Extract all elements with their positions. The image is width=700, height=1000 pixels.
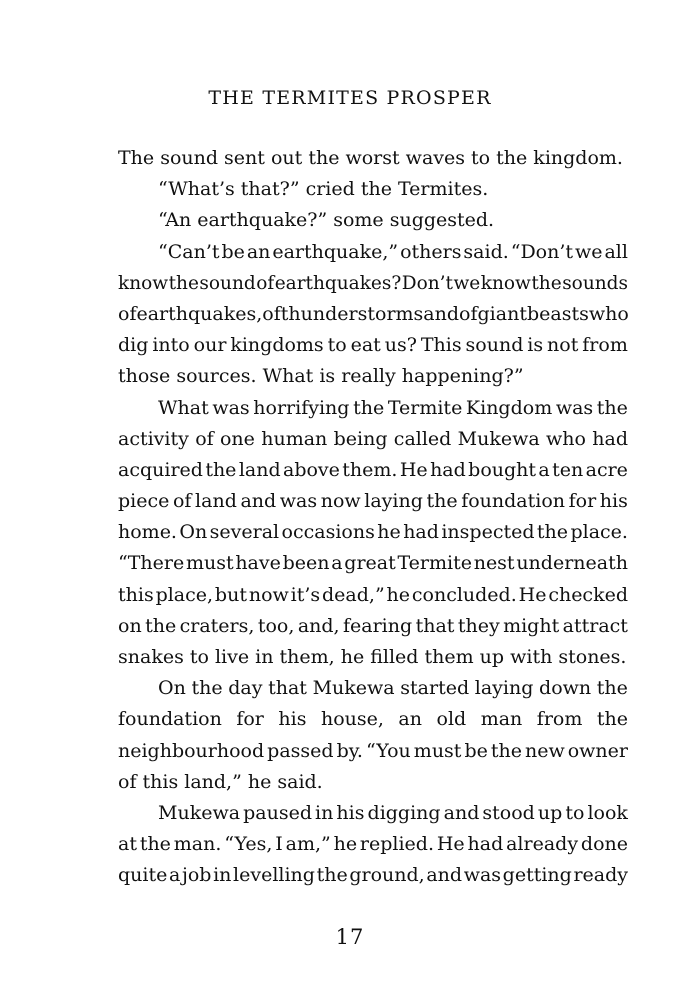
text-line: of this land,” he said. <box>118 770 323 793</box>
word: This <box>420 334 462 357</box>
word: the <box>596 396 628 419</box>
word: He <box>436 833 465 856</box>
text-line <box>118 517 628 548</box>
word: is <box>527 334 544 357</box>
word: of <box>459 302 478 325</box>
word: that <box>415 614 455 637</box>
word: now <box>320 490 361 513</box>
word: dig <box>118 334 149 357</box>
running-head: THE TERMITES PROSPER <box>208 87 492 109</box>
word: sounds <box>562 272 628 294</box>
word: he <box>333 833 358 856</box>
word: dead,” <box>322 583 385 606</box>
word: Mukewa <box>158 801 241 824</box>
word: man. <box>173 833 222 856</box>
text-line <box>118 237 628 268</box>
word: foundation <box>461 490 566 513</box>
word: of <box>262 302 281 325</box>
word: who <box>588 302 629 325</box>
text-line <box>118 268 628 299</box>
word: Don’t <box>401 272 453 294</box>
word: the <box>596 708 628 731</box>
word: activity <box>118 427 189 450</box>
word: bought <box>468 458 537 481</box>
word: know <box>480 272 531 294</box>
word: earthquakes? <box>274 272 402 294</box>
word: up <box>537 801 563 824</box>
body-text <box>118 143 628 892</box>
word: “There <box>118 552 185 575</box>
word: be <box>464 739 488 762</box>
word: thunderstorms <box>280 302 424 325</box>
word: now <box>248 583 289 606</box>
word: of <box>256 272 275 294</box>
text-line <box>118 736 628 767</box>
word: “Don’t <box>510 240 574 263</box>
word: On <box>158 677 186 700</box>
word: he <box>386 583 411 606</box>
word: ready <box>573 864 628 887</box>
word: from <box>582 334 628 357</box>
word: of <box>195 427 214 450</box>
word: his <box>336 801 365 824</box>
word: and, <box>297 614 340 637</box>
word: am,” <box>285 833 331 856</box>
word: job <box>181 864 212 887</box>
word: ground, <box>349 864 425 887</box>
word: must <box>413 739 462 762</box>
word: be <box>221 240 245 263</box>
word: had <box>592 427 628 450</box>
word: replied. <box>359 833 434 856</box>
word: sound <box>465 334 524 357</box>
word: acre <box>585 458 628 481</box>
word: others <box>400 240 462 263</box>
word: the <box>316 864 348 887</box>
text-line: “An earthquake?” some suggested. <box>158 209 495 232</box>
word: was <box>463 864 502 887</box>
word: know <box>118 272 169 294</box>
word: owner <box>567 739 628 762</box>
text-line <box>118 424 628 455</box>
word: Mukewa <box>457 427 540 450</box>
word: look <box>587 801 628 824</box>
text-line: “What’s that?” cried the Termites. <box>158 178 489 201</box>
text-line <box>118 798 628 829</box>
word: house, <box>320 708 384 731</box>
text-line <box>118 860 628 891</box>
word: a <box>331 552 343 575</box>
word: must <box>185 552 234 575</box>
word: and <box>443 801 480 824</box>
word: earthquakes, <box>136 302 263 325</box>
word: we <box>575 240 603 263</box>
word: one <box>219 427 255 450</box>
word: the <box>536 521 569 544</box>
word: concluded. <box>411 583 517 606</box>
word: into <box>152 334 190 357</box>
word: for <box>568 490 597 513</box>
word: us? <box>384 334 417 357</box>
word: the <box>145 614 177 637</box>
word: and <box>423 302 460 325</box>
text-line: those sources. What is really happening?” <box>118 365 524 388</box>
word: Mukewa <box>312 677 395 700</box>
word: them. <box>342 458 398 481</box>
word: called <box>393 427 452 450</box>
word: laying <box>474 677 534 700</box>
word: his <box>278 708 307 731</box>
word: land <box>195 490 237 513</box>
word: old <box>436 708 467 731</box>
word: sound <box>199 272 256 294</box>
word: levelling <box>233 864 315 887</box>
word: they <box>457 614 500 637</box>
page-number: 17 <box>335 925 365 949</box>
word: the <box>490 739 522 762</box>
word: the <box>139 833 171 856</box>
word: but <box>214 583 247 606</box>
word: was <box>212 396 250 419</box>
word: he <box>377 521 401 544</box>
word: Termite <box>397 552 472 575</box>
word: the <box>191 677 223 700</box>
word: all <box>604 240 628 263</box>
text-line <box>118 611 628 642</box>
word: an <box>246 240 271 263</box>
word: nest <box>473 552 515 575</box>
text-line <box>118 330 628 361</box>
word: too, <box>257 614 295 637</box>
word: fearing <box>343 614 413 637</box>
word: laying <box>364 490 423 513</box>
word: was <box>279 490 318 513</box>
word: already <box>506 833 579 856</box>
word: was <box>555 396 594 419</box>
word: not <box>547 334 579 357</box>
word: I <box>275 833 283 856</box>
word: our <box>193 334 227 357</box>
word: place, <box>155 583 214 606</box>
word: “Yes, <box>224 833 273 856</box>
word: the <box>205 458 237 481</box>
word: an <box>398 708 422 731</box>
word: had <box>467 833 504 856</box>
word: passed <box>267 739 334 762</box>
word: place. <box>570 521 628 544</box>
word: the <box>168 272 199 294</box>
word: at <box>118 833 137 856</box>
word: on <box>118 614 142 637</box>
text-line: snakes to live in them, he filled them up with stones. <box>118 646 627 668</box>
text-line <box>118 673 628 704</box>
word: On <box>179 521 208 544</box>
text-line <box>118 580 628 611</box>
word: giant <box>477 302 527 325</box>
word: stood <box>482 801 535 824</box>
word: by. <box>336 739 363 762</box>
word: his <box>599 490 628 513</box>
word: of <box>172 490 192 513</box>
word: man <box>480 708 523 731</box>
word: down <box>539 677 592 700</box>
word: in <box>213 864 232 887</box>
word: had <box>430 458 466 481</box>
word: digging <box>367 801 441 824</box>
word: eat <box>350 334 381 357</box>
word: who <box>546 427 586 450</box>
word: underneath <box>516 552 628 575</box>
word: He <box>518 583 547 606</box>
word: it’s <box>290 583 321 606</box>
text-line: The sound sent out the worst waves to the kingdom. <box>118 147 623 169</box>
word: said. <box>463 240 509 263</box>
word: Termite <box>387 396 463 419</box>
word: “You <box>365 739 411 762</box>
text-line <box>118 455 628 486</box>
word: done <box>580 833 628 856</box>
word: a <box>538 458 550 481</box>
word: had <box>403 521 439 544</box>
word: of <box>118 302 137 325</box>
word: acquired <box>118 458 203 481</box>
word: from <box>536 708 583 731</box>
word: beasts <box>526 302 589 325</box>
word: the <box>531 272 562 294</box>
word: the <box>426 490 458 513</box>
word: paused <box>243 801 312 824</box>
word: neighbourhood <box>118 739 265 762</box>
word: started <box>400 677 470 700</box>
word: attract <box>562 614 628 637</box>
word: might <box>503 614 560 637</box>
text-line <box>118 829 628 860</box>
word: ten <box>552 458 584 481</box>
word: and <box>426 864 463 887</box>
word: new <box>524 739 565 762</box>
word: been <box>282 552 330 575</box>
word: the <box>353 396 385 419</box>
text-line <box>118 486 628 517</box>
word: to <box>327 334 347 357</box>
word: this <box>118 583 154 606</box>
word: piece <box>118 490 170 513</box>
word: several <box>209 521 280 544</box>
word: have <box>235 552 281 575</box>
word: quite <box>118 864 168 887</box>
text-line <box>118 393 628 424</box>
word: to <box>565 801 585 824</box>
word: day <box>228 677 263 700</box>
word: human <box>261 427 328 450</box>
word: horrifying <box>253 396 350 419</box>
word: above <box>283 458 340 481</box>
word: we <box>453 272 481 294</box>
word: home. <box>118 521 177 544</box>
word: land <box>238 458 281 481</box>
word: He <box>399 458 428 481</box>
text-line <box>118 548 628 579</box>
word: occasions <box>281 521 375 544</box>
text-line <box>118 299 628 330</box>
word: “Can’t <box>158 240 220 263</box>
word: craters, <box>179 614 255 637</box>
word: that <box>268 677 307 700</box>
word: inspected <box>441 521 535 544</box>
text-line <box>118 704 628 735</box>
word: great <box>344 552 396 575</box>
word: for <box>236 708 264 731</box>
word: What <box>158 396 209 419</box>
word: kingdoms <box>230 334 324 357</box>
word: earthquake,” <box>272 240 399 263</box>
word: and <box>240 490 277 513</box>
word: being <box>333 427 388 450</box>
word: a <box>168 864 181 887</box>
word: foundation <box>118 708 222 731</box>
word: the <box>596 677 628 700</box>
word: getting <box>502 864 572 887</box>
word: in <box>315 801 334 824</box>
word: Kingdom <box>465 396 553 419</box>
word: checked <box>548 583 628 606</box>
